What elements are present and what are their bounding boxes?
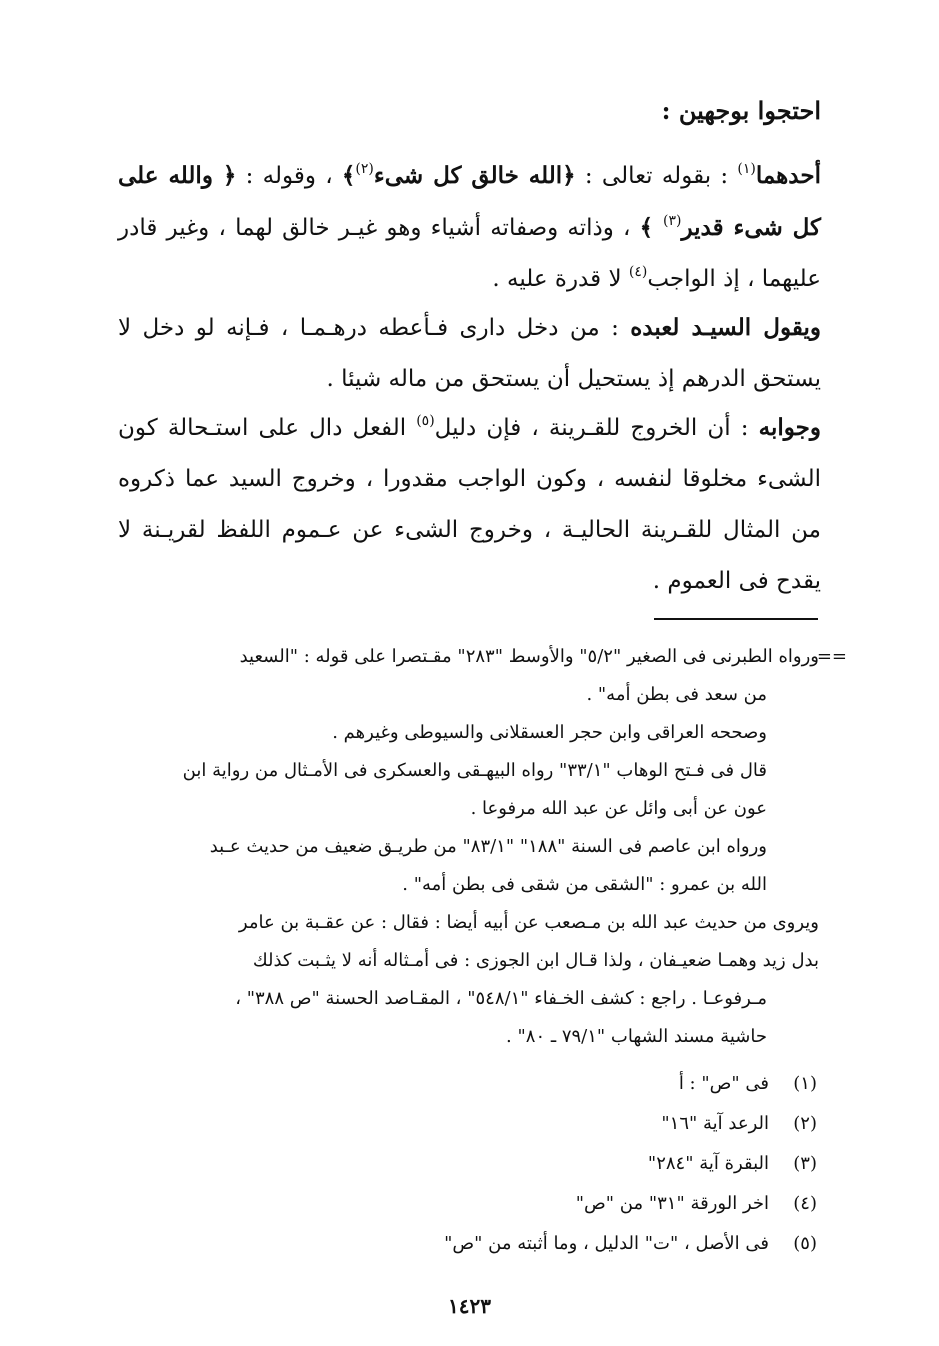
footnote-ref: (١) xyxy=(737,161,756,177)
paragraph-text: لا قدرة عليه . xyxy=(492,266,629,292)
quran-quote-end: ﴾ xyxy=(341,162,356,189)
footnote-text: اخر الورقة "٣١" من "ص" xyxy=(575,1193,769,1214)
footnote-line: مـرفوعـا . راجع : كشف الخـفاء "٥٤٨/١" ، المقـاصد الحسنة "ص ٣٨٨" ، xyxy=(235,988,767,1009)
footnote-item xyxy=(297,1224,817,1264)
paragraph-text: الفعل دال على استـحالة كون الشىء مخلوقا لنفسه ، وكون الواجب مقدورا ، وخروج السيد عما ذكروه من المثال للقـرينة الحاليـة ، وخروج الشىء عن عـموم اللفظ لقريـنة لا يقدح فى العموم . xyxy=(118,415,821,594)
footnote-line: بدل زيد وهمـا ضعيـفان ، ولذا قـال ابن الجوزى : فى أمـثاله أنه لا يثـبت كذلك xyxy=(252,950,819,971)
paragraph-first-argument xyxy=(118,150,821,305)
footnote-ref: (٥) xyxy=(416,413,435,429)
quran-quote: ﴿الله خالق كل شىء xyxy=(373,162,576,189)
footnote-continuation xyxy=(110,638,847,1056)
page-number: ١٤٢٣ xyxy=(448,1294,491,1318)
footnote-line: ورواه الطبرنى فى الصغير "٥/٢" والأوسط "٢٨٣" مقـتصرا على قوله : "السعيد xyxy=(239,646,819,667)
footnote-ref: (٤) xyxy=(628,264,648,280)
paragraph-second-argument xyxy=(118,302,821,405)
quran-quote: ﴿ والله على كل شىء قدير xyxy=(118,162,821,241)
paragraph-lead: وجوابه xyxy=(758,414,821,441)
footnote-number: (٣) xyxy=(793,1153,817,1174)
footnote-item xyxy=(297,1104,817,1144)
paragraph-text: : من دخل دارى فـأعطه درهـمـا ، فـإنه لو دخل لا يستحق الدرهم إذ يستحيل أن يستحق من ماله شيئا . xyxy=(118,315,821,392)
paragraph-text: ، وذاته وصفاته أشياء وهو غيـر خالق لهما ، وغير قادر عليهما ، إذ الواجب xyxy=(118,215,821,292)
footnotes-list xyxy=(297,1064,817,1264)
paragraph-lead: أحدهما xyxy=(755,162,821,189)
paragraph-text: ، وقوله : xyxy=(236,163,342,189)
paragraph-answer xyxy=(118,402,821,607)
footnote-line: حاشية مسند الشهاب "٧٩/١ ـ ٨٠" . xyxy=(506,1026,767,1047)
footnote-number: (٢) xyxy=(793,1113,817,1134)
footnote-line: وصححه العراقى وابن حجر العسقلانى والسيوطى وغيرهم . xyxy=(332,722,767,743)
paragraph-text: : بقوله تعالى : xyxy=(575,163,738,189)
footnote-number: (١) xyxy=(793,1073,817,1094)
footnote-text: فى الأصل ، "ت" الدليل ، وما أثبته من "ص" xyxy=(444,1233,769,1254)
footnote-ref: (٣) xyxy=(663,213,682,229)
footnote-item xyxy=(297,1144,817,1184)
footnote-text: فى "ص" : أ xyxy=(678,1073,769,1094)
footnote-text: الرعد آية "١٦" xyxy=(661,1113,769,1134)
footnote-number: (٥) xyxy=(793,1233,817,1254)
paragraph-text: : أن الخروج للقـرينة ، فإن دليل xyxy=(434,415,759,441)
footnote-line: ورواه ابن عاصم فى السنة "١٨٨" "٨٣/١" من طريـق ضعيف من حديث عـبد xyxy=(209,836,767,857)
footnote-line: من سعد فى بطن أمه" . xyxy=(586,684,767,705)
footnote-line: قال فى فـتح الوهاب "٣٣/١" رواه البيهـقى والعسكرى فى الأمـثال من رواية ابن xyxy=(182,760,767,781)
footnote-line: عون عن أبى وائل عن عبد الله مرفوعا . xyxy=(470,798,767,819)
footnote-line: ويروى من حديث عبد الله بن مـصعب عن أبيه أيضا : فقال : عن عقـبة بن عامر xyxy=(238,912,819,933)
footnote-line: الله بن عمرو : "الشقى من شقى فى بطن أمه" . xyxy=(402,874,767,895)
section-heading: احتجوا بوجهين : xyxy=(661,96,821,125)
footnote-number: (٤) xyxy=(793,1193,817,1214)
footnote-ref: (٢) xyxy=(355,161,374,177)
paragraph-lead: ويقول السيـد لعبده xyxy=(630,314,822,341)
footnote-item xyxy=(297,1064,817,1104)
quran-quote-end: ﴾ xyxy=(639,214,663,241)
footnote-separator xyxy=(654,618,818,620)
footnote-item xyxy=(297,1184,817,1224)
continuation-marker: == xyxy=(816,646,847,667)
footnote-text: البقرة آية "٢٨٤" xyxy=(647,1153,769,1174)
